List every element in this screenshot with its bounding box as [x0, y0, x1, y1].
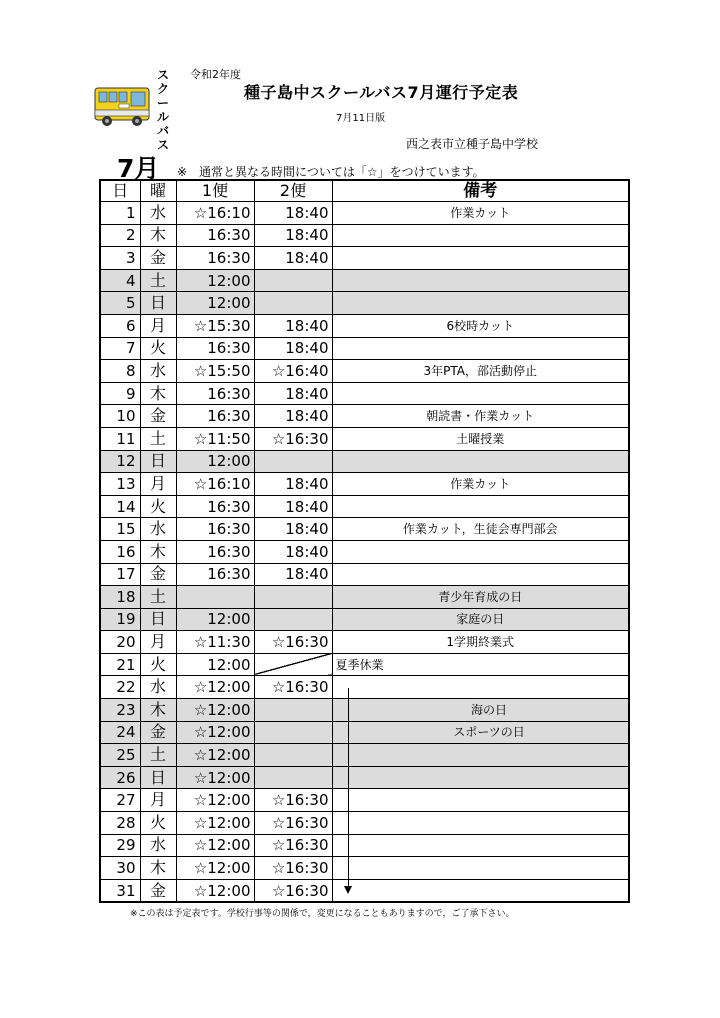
bus1-time-cell: ☆12:00 — [176, 834, 254, 857]
bus2-time-cell: ☆16:30 — [254, 427, 332, 450]
remarks-cell — [350, 812, 629, 835]
bus2-time-cell — [254, 653, 332, 676]
weekday-cell: 月 — [140, 789, 176, 812]
day-cell: 14 — [100, 495, 140, 518]
table-row — [100, 247, 629, 270]
day-cell: 8 — [100, 360, 140, 383]
bus1-time-cell: 16:30 — [176, 405, 254, 428]
remarks-cell: 作業カット — [332, 473, 629, 496]
star-note: ※ 通常と異なる時間については「☆」をつけています。 — [177, 165, 485, 179]
remarks-cell — [332, 269, 629, 292]
bus2-time-cell: 18:40 — [254, 540, 332, 563]
day-cell: 15 — [100, 518, 140, 541]
table-row — [100, 608, 629, 631]
bus1-time-cell: 16:30 — [176, 382, 254, 405]
bus1-time-cell: ☆12:00 — [176, 676, 254, 699]
bus1-time-cell: ☆16:10 — [176, 202, 254, 225]
weekday-cell: 火 — [140, 495, 176, 518]
remarks-cell — [332, 224, 629, 247]
day-cell: 22 — [100, 676, 140, 699]
table-row — [100, 360, 629, 383]
weekday-cell: 火 — [140, 653, 176, 676]
day-cell: 26 — [100, 766, 140, 789]
day-cell: 25 — [100, 744, 140, 767]
bus2-time-cell: 18:40 — [254, 202, 332, 225]
weekday-cell: 木 — [140, 540, 176, 563]
day-cell: 23 — [100, 699, 140, 722]
header-weekday: 曜 — [140, 180, 176, 202]
day-cell: 17 — [100, 563, 140, 586]
schedule-table — [99, 179, 630, 903]
day-cell: 12 — [100, 450, 140, 473]
remarks-cell — [350, 744, 629, 767]
remarks-cell: 土曜授業 — [332, 427, 629, 450]
day-cell: 31 — [100, 879, 140, 902]
bus1-time-cell: 12:00 — [176, 608, 254, 631]
table-row — [100, 450, 629, 473]
bus1-time-cell: ☆12:00 — [176, 857, 254, 880]
version-label: 7月11日版 — [336, 113, 386, 124]
remarks-cell — [332, 540, 629, 563]
bus1-time-cell: ☆11:30 — [176, 631, 254, 654]
side-label: スクールバス — [156, 68, 169, 152]
weekday-cell: 日 — [140, 766, 176, 789]
table-row — [100, 540, 629, 563]
down-arrow-icon — [344, 886, 352, 894]
table-row — [100, 337, 629, 360]
table-row — [100, 653, 629, 676]
bus2-time-cell: ☆16:30 — [254, 812, 332, 835]
table-row — [100, 586, 629, 609]
remarks-cell — [332, 382, 629, 405]
weekday-cell: 日 — [140, 608, 176, 631]
weekday-cell: 水 — [140, 202, 176, 225]
weekday-cell: 水 — [140, 676, 176, 699]
weekday-cell: 金 — [140, 879, 176, 902]
bus1-time-cell: ☆12:00 — [176, 721, 254, 744]
bus1-time-cell: ☆12:00 — [176, 789, 254, 812]
day-cell: 9 — [100, 382, 140, 405]
day-cell: 24 — [100, 721, 140, 744]
weekday-cell: 水 — [140, 360, 176, 383]
bus2-time-cell: 18:40 — [254, 337, 332, 360]
weekday-cell: 土 — [140, 586, 176, 609]
bus1-time-cell: ☆12:00 — [176, 879, 254, 902]
page-title: 種子島中スクールバス7月運行予定表 — [244, 83, 519, 102]
day-cell: 7 — [100, 337, 140, 360]
bus2-time-cell — [254, 721, 332, 744]
bus1-time-cell: 16:30 — [176, 495, 254, 518]
weekday-cell: 土 — [140, 744, 176, 767]
remarks-cell — [350, 857, 629, 880]
bus1-time-cell: ☆15:50 — [176, 360, 254, 383]
table-row — [100, 405, 629, 428]
bus2-time-cell: 18:40 — [254, 473, 332, 496]
day-cell: 18 — [100, 586, 140, 609]
remarks-cell: 3年PTA，部活動停止 — [332, 360, 629, 383]
day-cell: 28 — [100, 812, 140, 835]
bus2-time-cell: ☆16:30 — [254, 879, 332, 902]
weekday-cell: 木 — [140, 699, 176, 722]
weekday-cell: 月 — [140, 473, 176, 496]
school-name: 西之表市立種子島中学校 — [406, 137, 539, 151]
weekday-cell: 土 — [140, 427, 176, 450]
day-cell: 29 — [100, 834, 140, 857]
remarks-cell: 朝読書・作業カット — [332, 405, 629, 428]
day-cell: 16 — [100, 540, 140, 563]
bus2-time-cell — [254, 269, 332, 292]
weekday-cell: 日 — [140, 450, 176, 473]
table-row — [100, 382, 629, 405]
table-row — [100, 721, 629, 744]
weekday-cell: 木 — [140, 382, 176, 405]
header-bus1: 1便 — [176, 180, 254, 202]
weekday-cell: 金 — [140, 247, 176, 270]
bus2-time-cell — [254, 744, 332, 767]
day-cell: 13 — [100, 473, 140, 496]
bus2-time-cell: ☆16:30 — [254, 676, 332, 699]
day-cell: 6 — [100, 314, 140, 337]
table-row — [100, 518, 629, 541]
day-cell: 19 — [100, 608, 140, 631]
bus2-time-cell: ☆16:30 — [254, 631, 332, 654]
weekday-cell: 土 — [140, 269, 176, 292]
table-header-row — [100, 180, 629, 202]
remarks-cell — [350, 879, 629, 902]
table-row — [100, 495, 629, 518]
table-row — [100, 563, 629, 586]
table-row — [100, 744, 629, 767]
bus2-time-cell: 18:40 — [254, 563, 332, 586]
bus2-time-cell: 18:40 — [254, 314, 332, 337]
table-row — [100, 834, 629, 857]
remarks-cell: 作業カット — [332, 202, 629, 225]
header-bus2: 2便 — [254, 180, 332, 202]
table-row — [100, 676, 629, 699]
bus1-time-cell: ☆15:30 — [176, 314, 254, 337]
bus1-time-cell — [176, 586, 254, 609]
bus1-time-cell: 16:30 — [176, 224, 254, 247]
bus1-time-cell: ☆12:00 — [176, 812, 254, 835]
bus2-time-cell: ☆16:30 — [254, 857, 332, 880]
remarks-cell: 作業カット，生徒会専門部会 — [332, 518, 629, 541]
table-row — [100, 631, 629, 654]
day-cell: 30 — [100, 857, 140, 880]
remarks-cell — [350, 834, 629, 857]
remarks-cell — [332, 337, 629, 360]
bus1-time-cell: ☆12:00 — [176, 744, 254, 767]
weekday-cell: 金 — [140, 405, 176, 428]
remarks-cell — [332, 292, 629, 315]
day-cell: 20 — [100, 631, 140, 654]
vacation-period-line — [348, 688, 349, 888]
remarks-cell: 1学期終業式 — [332, 631, 629, 654]
remarks-cell: 夏季休業 — [332, 653, 629, 676]
day-cell: 5 — [100, 292, 140, 315]
bus2-time-cell: 18:40 — [254, 224, 332, 247]
day-cell: 10 — [100, 405, 140, 428]
bus2-time-cell: ☆16:30 — [254, 834, 332, 857]
fiscal-year: 令和2年度 — [190, 68, 241, 81]
bus1-time-cell: 16:30 — [176, 247, 254, 270]
bus1-time-cell: 16:30 — [176, 540, 254, 563]
bus2-time-cell — [254, 292, 332, 315]
bus1-time-cell: 16:30 — [176, 337, 254, 360]
table-row — [100, 314, 629, 337]
table-row — [100, 224, 629, 247]
day-cell: 2 — [100, 224, 140, 247]
weekday-cell: 金 — [140, 563, 176, 586]
header-remarks: 備考 — [332, 180, 629, 202]
bus1-time-cell: 16:30 — [176, 563, 254, 586]
day-cell: 3 — [100, 247, 140, 270]
table-row — [100, 766, 629, 789]
table-row — [100, 812, 629, 835]
weekday-cell: 水 — [140, 518, 176, 541]
weekday-cell: 火 — [140, 812, 176, 835]
table-row — [100, 427, 629, 450]
bus2-time-cell — [254, 450, 332, 473]
table-row — [100, 857, 629, 880]
table-row — [100, 292, 629, 315]
remarks-cell — [350, 766, 629, 789]
day-cell: 21 — [100, 653, 140, 676]
day-cell: 11 — [100, 427, 140, 450]
bus1-time-cell: 12:00 — [176, 450, 254, 473]
weekday-cell: 木 — [140, 857, 176, 880]
weekday-cell: 月 — [140, 631, 176, 654]
remarks-cell — [332, 495, 629, 518]
month-label: 7月 — [117, 154, 160, 183]
bus2-time-cell — [254, 766, 332, 789]
remarks-cell: 海の日 — [350, 699, 629, 722]
bus2-time-cell — [254, 608, 332, 631]
weekday-cell: 火 — [140, 337, 176, 360]
day-cell: 27 — [100, 789, 140, 812]
weekday-cell: 日 — [140, 292, 176, 315]
remarks-cell — [350, 789, 629, 812]
table-row — [100, 699, 629, 722]
bus2-time-cell: 18:40 — [254, 382, 332, 405]
header-day: 日 — [100, 180, 140, 202]
remarks-cell — [332, 247, 629, 270]
bus2-time-cell: 18:40 — [254, 247, 332, 270]
day-cell: 4 — [100, 269, 140, 292]
table-row — [100, 269, 629, 292]
remarks-cell: スポーツの日 — [350, 721, 629, 744]
weekday-cell: 金 — [140, 721, 176, 744]
table-row — [100, 879, 629, 902]
remarks-cell: 家庭の日 — [332, 608, 629, 631]
table-row — [100, 789, 629, 812]
bus2-time-cell: ☆16:30 — [254, 789, 332, 812]
remarks-cell — [332, 450, 629, 473]
bus1-time-cell: 12:00 — [176, 653, 254, 676]
bus1-time-cell: ☆11:50 — [176, 427, 254, 450]
bus2-time-cell: 18:40 — [254, 495, 332, 518]
remarks-cell — [332, 563, 629, 586]
bus1-time-cell: 16:30 — [176, 518, 254, 541]
bus2-time-cell: 18:40 — [254, 518, 332, 541]
remarks-cell — [350, 676, 629, 699]
bus2-time-cell — [254, 699, 332, 722]
bus1-time-cell: ☆12:00 — [176, 766, 254, 789]
day-cell: 1 — [100, 202, 140, 225]
table-row — [100, 202, 629, 225]
footer-note: ※この表は予定表です。学校行事等の関係で，変更になることもありますので，ご了承下さい。 — [130, 909, 515, 919]
bus2-time-cell: ☆16:40 — [254, 360, 332, 383]
bus1-time-cell: 12:00 — [176, 269, 254, 292]
weekday-cell: 木 — [140, 224, 176, 247]
weekday-cell: 月 — [140, 314, 176, 337]
bus1-time-cell: ☆16:10 — [176, 473, 254, 496]
bus2-time-cell — [254, 586, 332, 609]
weekday-cell: 水 — [140, 834, 176, 857]
bus2-time-cell: 18:40 — [254, 405, 332, 428]
school-bus-icon — [93, 84, 153, 130]
table-row — [100, 473, 629, 496]
bus1-time-cell: ☆12:00 — [176, 699, 254, 722]
remarks-cell: 6校時カット — [332, 314, 629, 337]
bus1-time-cell: 12:00 — [176, 292, 254, 315]
remarks-cell: 青少年育成の日 — [332, 586, 629, 609]
